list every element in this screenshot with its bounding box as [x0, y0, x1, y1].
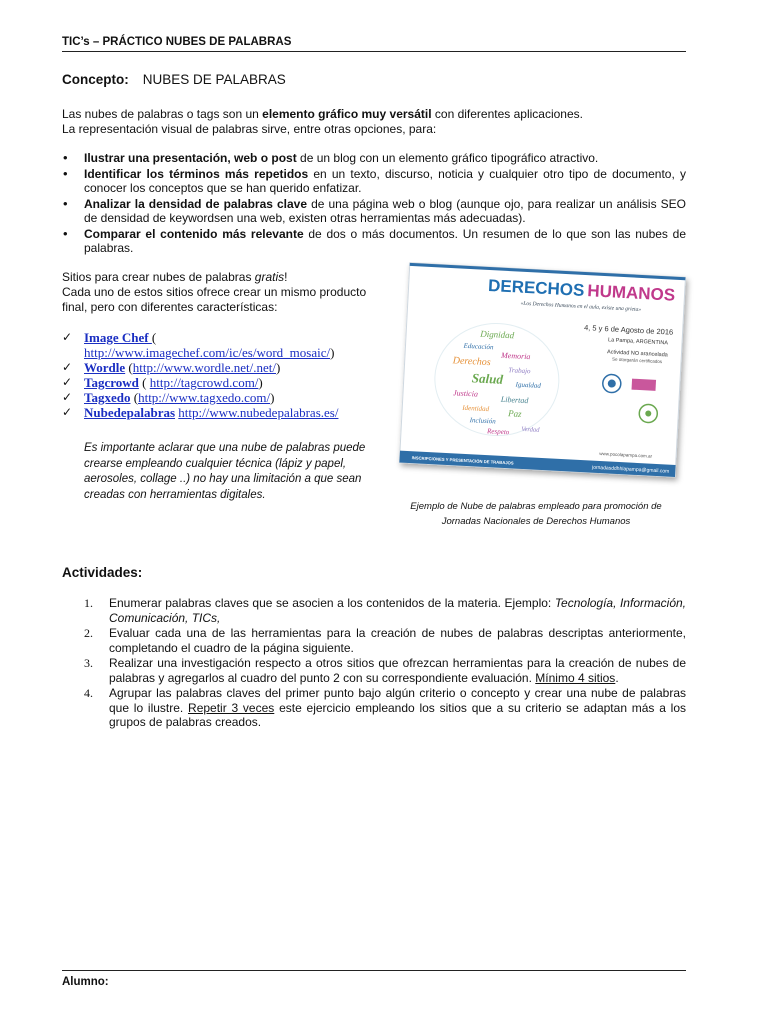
site-item-imagechef: [62, 330, 402, 360]
intro-text-c: con diferentes aplicaciones.: [431, 107, 583, 121]
svg-text:Dignidad: Dignidad: [479, 328, 515, 341]
poster-caption: [386, 499, 686, 529]
activity-number: 2.: [84, 626, 93, 640]
site-pre: (: [138, 375, 150, 390]
poster-dates: 4, 5 y 6 de Agosto de 2016: [583, 323, 674, 337]
svg-text:Justicia: Justicia: [452, 388, 479, 399]
caption-line-2: Jornadas Nacionales de Derechos Humanos: [441, 516, 631, 527]
svg-text:Memoria: Memoria: [500, 350, 531, 362]
site-post: ): [275, 360, 281, 375]
svg-text:Identidad: Identidad: [462, 403, 490, 414]
svg-text:Libertad: Libertad: [500, 394, 529, 406]
sites-intro-c: !: [284, 270, 288, 284]
site-link-name[interactable]: Wordle: [84, 360, 126, 375]
activity-text: Enumerar palabras claves que se asocien a los contenidos de la materia. Ejemplo:: [109, 596, 555, 610]
uses-list: [62, 151, 686, 257]
activity-number: 4.: [84, 686, 93, 700]
concept-title: NUBES DE PALABRAS: [142, 72, 286, 87]
site-link-name[interactable]: Tagxedo: [84, 390, 131, 405]
site-link-name[interactable]: Tagcrowd: [84, 375, 139, 390]
site-item-tagcrowd: [62, 375, 402, 390]
bullet-bold: Analizar la densidad de palabras clave: [84, 196, 308, 211]
bullet-text: de un blog con un elemento gráfico tipográfico atractivo.: [296, 151, 599, 165]
activity-number: 3.: [84, 656, 93, 670]
site-item-wordle: [62, 360, 402, 375]
sites-intro-gratis: gratis: [254, 270, 285, 284]
poster-title: DERECHOS HUMANOS: [487, 275, 676, 305]
page-header: TIC’s – PRÁCTICO NUBES DE PALABRAS: [62, 36, 686, 52]
svg-text:Inclusión: Inclusión: [469, 416, 496, 426]
activity-text: Agrupar las palabras claves del primer punto bajo algún criterio o concepto y crear una nube de palabras que lo ilustre.: [109, 686, 686, 715]
list-item: [62, 227, 686, 256]
list-item: [62, 167, 686, 196]
poster-image: [392, 262, 696, 494]
caption-line-1: Ejemplo de Nube de palabras empleado para promoción de: [410, 501, 662, 512]
activity-text-after: .: [615, 670, 619, 685]
activity-item: [82, 656, 686, 685]
note-text: Es importante aclarar que una nube de palabras puede crearse empleando cualquier técnica (lápiz y papel, aerosoles, collage ..) no hay una limitación a que sean creadas con herramientas digitales.: [84, 442, 366, 501]
svg-text:Salud: Salud: [471, 370, 504, 387]
svg-text:Paz: Paz: [507, 408, 522, 419]
sites-intro: [62, 270, 392, 315]
poster-cert: Se otorgarán certificados: [611, 356, 663, 365]
footer-student-label: Alumno:: [62, 970, 686, 988]
sites-list: [62, 330, 402, 420]
site-link-url[interactable]: http://www.tagxedo.com/: [138, 390, 271, 405]
poster-bottom-text: INSCRIPCIONES Y PRESENTACIÓN DE TRABAJOS: [411, 455, 514, 466]
intro-text-d: La representación visual de palabras sirve, entre otras opciones, para:: [62, 121, 437, 136]
intro-emphasis: elemento gráfico muy versátil: [262, 107, 432, 121]
activity-item: [82, 686, 686, 730]
site-item-tagxedo: [62, 390, 402, 405]
svg-text:Derechos: Derechos: [452, 355, 491, 369]
sites-intro-a: Sitios para crear nubes de palabras: [62, 270, 255, 284]
bullet-bold: Ilustrar una presentación, web o post: [84, 151, 297, 165]
svg-text:Respeto: Respeto: [486, 427, 510, 437]
activity-item: [82, 596, 686, 625]
bullet-bold: Comparar el contenido más relevante: [84, 226, 304, 241]
site-link-url[interactable]: http://www.imagechef.com/ic/es/word_mosaic/: [84, 345, 331, 360]
poster-email: jornadasddhhlapampa@gmail.com: [591, 464, 670, 475]
list-item: [62, 197, 686, 226]
activity-text: Evaluar cada una de las herramientas para la creación de nubes de palabras descriptas anteriormente, completando el cuadro de la página siguiente.: [109, 626, 686, 655]
site-pre: (: [125, 360, 133, 375]
site-post: ): [258, 375, 263, 390]
site-post: ): [330, 345, 335, 360]
bullet-text: de una página web o blog (aunque ojo, para realizar un análisis SEO de densidad de keywordsen una web, existen otras herramientas más adecuadas).: [84, 196, 686, 225]
concept-label: Concepto:: [62, 72, 129, 87]
bullet-bold: Identificar los términos más repetidos: [84, 166, 309, 181]
activity-number: 1.: [84, 596, 93, 610]
site-link-name[interactable]: Nubedepalabras: [84, 405, 176, 420]
activity-item: [82, 626, 686, 655]
poster-place: La Pampa, ARGENTINA: [607, 337, 669, 347]
intro-text-a: Las nubes de palabras o tags son un: [62, 107, 263, 121]
svg-text:Igualdad: Igualdad: [515, 380, 542, 390]
activity-text: Realizar una investigación respecto a otros sitios que ofrezcan herramientas para la creación de nubes de palabras y agregarlos al cuadro del punto 2 con su correspondiente evaluación.: [109, 656, 686, 685]
list-item: [62, 151, 686, 166]
svg-text:Educación: Educación: [463, 341, 494, 352]
svg-text:Verdad: Verdad: [521, 425, 540, 434]
poster-web: www.pocolapampa.com.ar: [599, 451, 653, 459]
activity-text-after: este ejercicio empleando los sitios que a su criterio se adaptan más a los grupos de palabras creados.: [109, 700, 686, 729]
site-link-name[interactable]: Image Chef: [84, 330, 152, 345]
activities-title: Actividades:: [62, 565, 143, 580]
activities-list: [82, 596, 686, 731]
sites-intro-desc: Cada uno de estos sitios ofrece crear un mismo producto final, pero con diferentes características:: [62, 285, 367, 314]
bullet-text: en un texto, discurso, noticia y cualquier otro tipo de documento, y conocer los conceptos que se han querido enfatizar.: [84, 166, 686, 195]
site-pre: (: [151, 330, 157, 345]
site-link-url[interactable]: http://www.wordle.net/.net/: [132, 360, 276, 375]
poster-subtitle: «Los Derechos Humanos en el aula, existe una grieta»: [520, 300, 642, 313]
intro-paragraph: [62, 107, 682, 136]
activity-underlined: Mínimo 4 sitios: [535, 670, 616, 685]
activity-examples: Tecnología, Información, Comunicación, TICs,: [109, 596, 687, 625]
activity-underlined: Repetir 3 veces: [188, 700, 275, 715]
bullet-text: de dos o más documentos. Un resumen de lo que son las nubes de palabras.: [84, 226, 686, 255]
site-post: ): [270, 390, 275, 405]
site-item-nubedepalabras: [62, 405, 402, 420]
poster-free: Actividad NO arancelada: [606, 349, 668, 359]
svg-text:Trabajo: Trabajo: [508, 366, 531, 376]
site-pre: (: [130, 390, 139, 405]
concept-heading: [62, 72, 286, 87]
site-link-url[interactable]: http://www.nubedepalabras.es/: [178, 405, 339, 420]
site-link-url[interactable]: http://tagcrowd.com/: [149, 375, 259, 390]
